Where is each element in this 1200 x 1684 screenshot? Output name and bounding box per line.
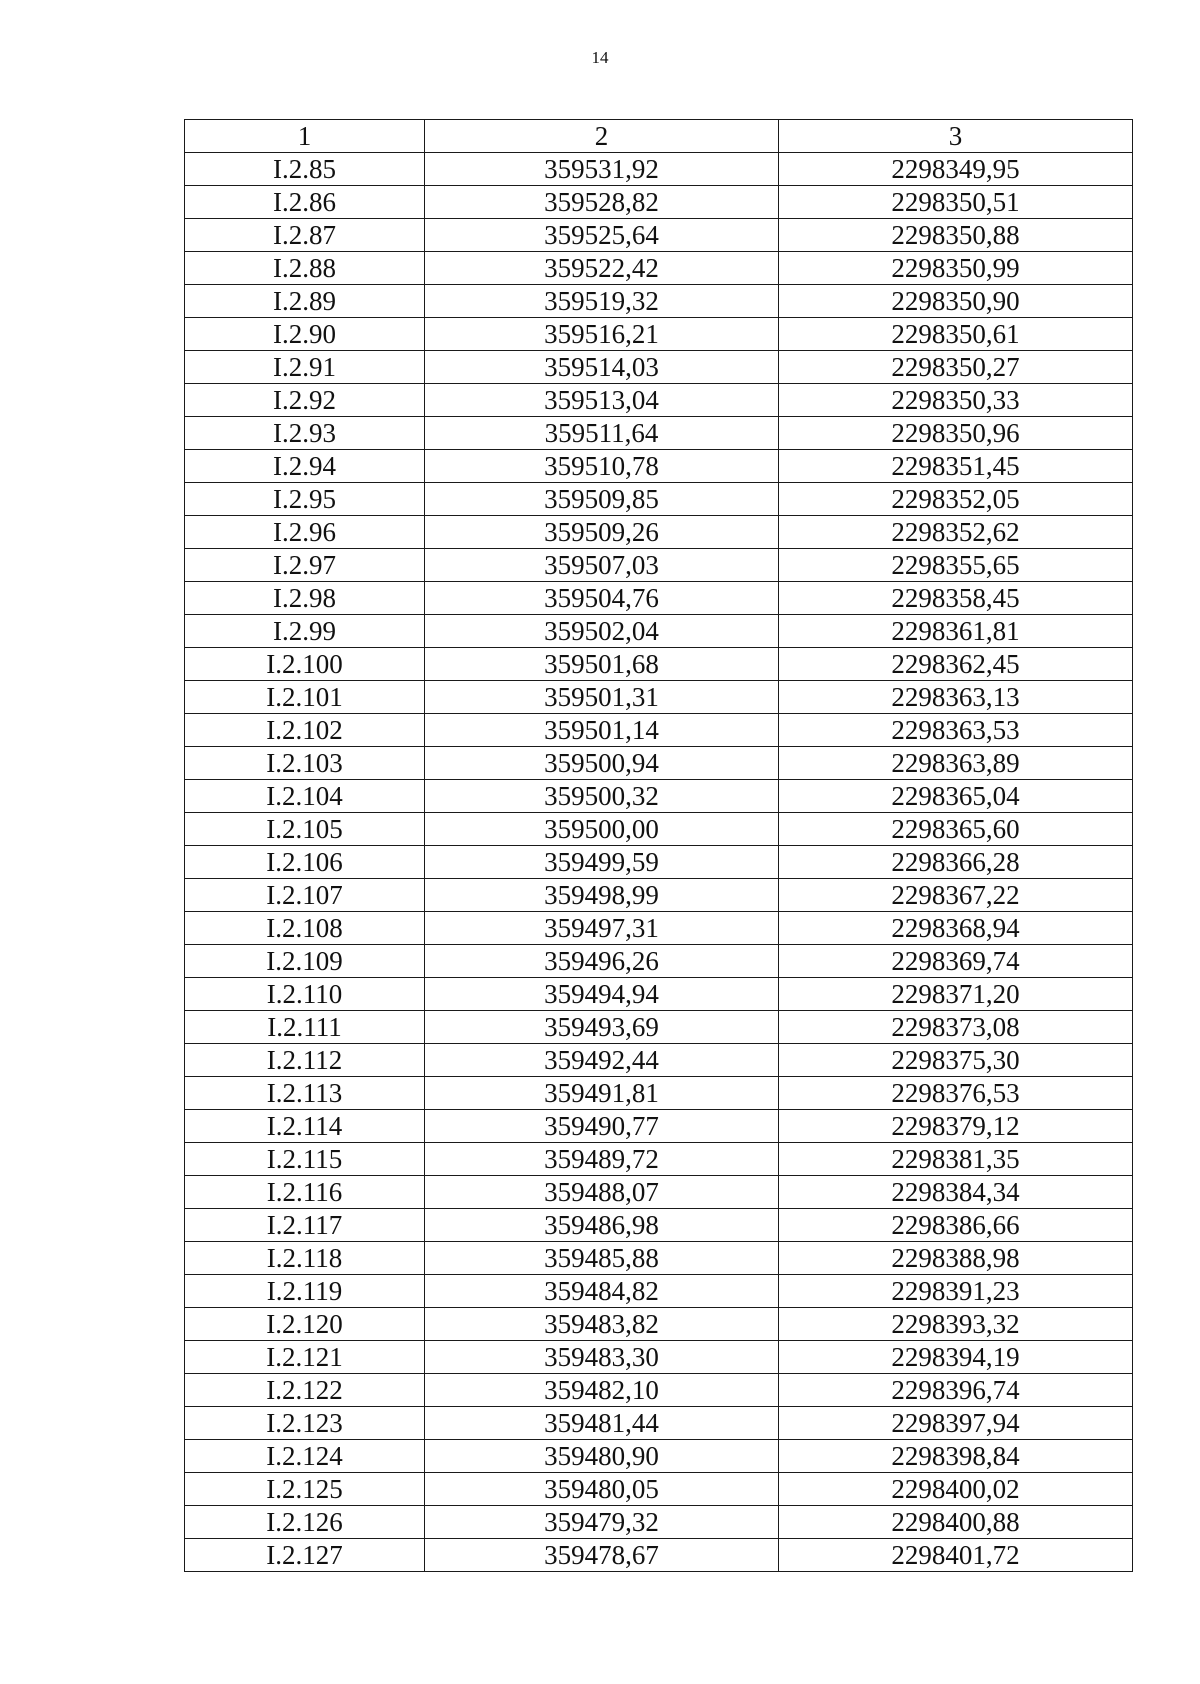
coord-y-cell: 2298363,13 [779, 681, 1133, 714]
coord-y-cell: 2298400,88 [779, 1506, 1133, 1539]
point-id-cell: I.2.111 [185, 1011, 425, 1044]
coord-x-cell: 359479,32 [425, 1506, 779, 1539]
coord-x-cell: 359513,04 [425, 384, 779, 417]
table-row [185, 978, 1133, 1011]
coord-y-cell: 2298375,30 [779, 1044, 1133, 1077]
point-id-cell: I.2.101 [185, 681, 425, 714]
column-header-3: 3 [779, 120, 1133, 153]
coord-y-cell: 2298351,45 [779, 450, 1133, 483]
coord-y-cell: 2298350,27 [779, 351, 1133, 384]
point-id-cell: I.2.100 [185, 648, 425, 681]
coord-y-cell: 2298358,45 [779, 582, 1133, 615]
point-id-cell: I.2.103 [185, 747, 425, 780]
coord-x-cell: 359499,59 [425, 846, 779, 879]
table-header [185, 120, 1133, 153]
point-id-cell: I.2.127 [185, 1539, 425, 1572]
point-id-cell: I.2.97 [185, 549, 425, 582]
coord-y-cell: 2298376,53 [779, 1077, 1133, 1110]
coord-y-cell: 2298363,53 [779, 714, 1133, 747]
coord-x-cell: 359488,07 [425, 1176, 779, 1209]
table-row [185, 879, 1133, 912]
table-row [185, 1011, 1133, 1044]
coord-x-cell: 359481,44 [425, 1407, 779, 1440]
table-row [185, 516, 1133, 549]
coord-x-cell: 359501,68 [425, 648, 779, 681]
coord-y-cell: 2298401,72 [779, 1539, 1133, 1572]
point-id-cell: I.2.121 [185, 1341, 425, 1374]
coord-x-cell: 359516,21 [425, 318, 779, 351]
coord-y-cell: 2298369,74 [779, 945, 1133, 978]
point-id-cell: I.2.105 [185, 813, 425, 846]
coord-x-cell: 359478,67 [425, 1539, 779, 1572]
table-row [185, 1308, 1133, 1341]
coord-x-cell: 359500,00 [425, 813, 779, 846]
coord-x-cell: 359492,44 [425, 1044, 779, 1077]
coord-y-cell: 2298352,05 [779, 483, 1133, 516]
coord-x-cell: 359483,82 [425, 1308, 779, 1341]
table-row [185, 1176, 1133, 1209]
table-row [185, 186, 1133, 219]
coord-x-cell: 359493,69 [425, 1011, 779, 1044]
coord-y-cell: 2298350,33 [779, 384, 1133, 417]
coord-x-cell: 359507,03 [425, 549, 779, 582]
table-row [185, 252, 1133, 285]
coord-y-cell: 2298373,08 [779, 1011, 1133, 1044]
table-row [185, 1473, 1133, 1506]
point-id-cell: I.2.99 [185, 615, 425, 648]
table-row [185, 219, 1133, 252]
table-row [185, 153, 1133, 186]
page-number: 14 [591, 48, 609, 67]
coord-x-cell: 359484,82 [425, 1275, 779, 1308]
coord-y-cell: 2298365,60 [779, 813, 1133, 846]
table-row [185, 615, 1133, 648]
point-id-cell: I.2.116 [185, 1176, 425, 1209]
point-id-cell: I.2.120 [185, 1308, 425, 1341]
table-row [185, 648, 1133, 681]
coord-y-cell: 2298362,45 [779, 648, 1133, 681]
coord-x-cell: 359525,64 [425, 219, 779, 252]
table-row [185, 417, 1133, 450]
coord-x-cell: 359500,94 [425, 747, 779, 780]
point-id-cell: I.2.94 [185, 450, 425, 483]
table-row [185, 945, 1133, 978]
table-row [185, 450, 1133, 483]
coord-y-cell: 2298350,88 [779, 219, 1133, 252]
coord-y-cell: 2298393,32 [779, 1308, 1133, 1341]
point-id-cell: I.2.96 [185, 516, 425, 549]
coord-x-cell: 359485,88 [425, 1242, 779, 1275]
coord-x-cell: 359496,26 [425, 945, 779, 978]
coord-y-cell: 2298363,89 [779, 747, 1133, 780]
coord-x-cell: 359509,85 [425, 483, 779, 516]
point-id-cell: I.2.102 [185, 714, 425, 747]
coord-y-cell: 2298350,99 [779, 252, 1133, 285]
table-row [185, 912, 1133, 945]
point-id-cell: I.2.108 [185, 912, 425, 945]
point-id-cell: I.2.126 [185, 1506, 425, 1539]
coord-y-cell: 2298350,61 [779, 318, 1133, 351]
point-id-cell: I.2.89 [185, 285, 425, 318]
coord-y-cell: 2298371,20 [779, 978, 1133, 1011]
point-id-cell: I.2.106 [185, 846, 425, 879]
table-row [185, 1077, 1133, 1110]
coord-y-cell: 2298366,28 [779, 846, 1133, 879]
coord-x-cell: 359498,99 [425, 879, 779, 912]
coord-x-cell: 359509,26 [425, 516, 779, 549]
table-row [185, 813, 1133, 846]
point-id-cell: I.2.117 [185, 1209, 425, 1242]
table-row [185, 780, 1133, 813]
coord-y-cell: 2298350,51 [779, 186, 1133, 219]
table-row [185, 351, 1133, 384]
table-row [185, 1110, 1133, 1143]
table-row [185, 1242, 1133, 1275]
coord-y-cell: 2298352,62 [779, 516, 1133, 549]
table-row [185, 1506, 1133, 1539]
table-row [185, 1143, 1133, 1176]
point-id-cell: I.2.104 [185, 780, 425, 813]
point-id-cell: I.2.123 [185, 1407, 425, 1440]
point-id-cell: I.2.109 [185, 945, 425, 978]
table-row [185, 1044, 1133, 1077]
coord-x-cell: 359504,76 [425, 582, 779, 615]
coord-x-cell: 359486,98 [425, 1209, 779, 1242]
coord-x-cell: 359490,77 [425, 1110, 779, 1143]
point-id-cell: I.2.119 [185, 1275, 425, 1308]
table-row [185, 483, 1133, 516]
coord-x-cell: 359497,31 [425, 912, 779, 945]
coord-x-cell: 359480,05 [425, 1473, 779, 1506]
table-row [185, 747, 1133, 780]
coord-y-cell: 2298349,95 [779, 153, 1133, 186]
point-id-cell: I.2.115 [185, 1143, 425, 1176]
coord-y-cell: 2298350,96 [779, 417, 1133, 450]
table-body [185, 153, 1133, 1572]
coord-y-cell: 2298355,65 [779, 549, 1133, 582]
coord-x-cell: 359491,81 [425, 1077, 779, 1110]
coord-x-cell: 359500,32 [425, 780, 779, 813]
table-row [185, 1407, 1133, 1440]
coord-y-cell: 2298350,90 [779, 285, 1133, 318]
coord-x-cell: 359482,10 [425, 1374, 779, 1407]
point-id-cell: I.2.125 [185, 1473, 425, 1506]
coord-x-cell: 359489,72 [425, 1143, 779, 1176]
table-row [185, 846, 1133, 879]
point-id-cell: I.2.112 [185, 1044, 425, 1077]
table-row [185, 384, 1133, 417]
coord-x-cell: 359519,32 [425, 285, 779, 318]
coord-x-cell: 359514,03 [425, 351, 779, 384]
table-row [185, 318, 1133, 351]
coord-x-cell: 359483,30 [425, 1341, 779, 1374]
coord-y-cell: 2298398,84 [779, 1440, 1133, 1473]
point-id-cell: I.2.92 [185, 384, 425, 417]
point-id-cell: I.2.91 [185, 351, 425, 384]
header-row [185, 120, 1133, 153]
table-row [185, 549, 1133, 582]
coord-y-cell: 2298400,02 [779, 1473, 1133, 1506]
coord-x-cell: 359502,04 [425, 615, 779, 648]
point-id-cell: I.2.88 [185, 252, 425, 285]
coord-y-cell: 2298367,22 [779, 879, 1133, 912]
coord-x-cell: 359528,82 [425, 186, 779, 219]
coord-y-cell: 2298365,04 [779, 780, 1133, 813]
point-id-cell: I.2.87 [185, 219, 425, 252]
table-row [185, 1209, 1133, 1242]
coord-x-cell: 359510,78 [425, 450, 779, 483]
coord-y-cell: 2298384,34 [779, 1176, 1133, 1209]
point-id-cell: I.2.95 [185, 483, 425, 516]
point-id-cell: I.2.124 [185, 1440, 425, 1473]
point-id-cell: I.2.86 [185, 186, 425, 219]
coord-y-cell: 2298396,74 [779, 1374, 1133, 1407]
coord-y-cell: 2298391,23 [779, 1275, 1133, 1308]
point-id-cell: I.2.90 [185, 318, 425, 351]
point-id-cell: I.2.113 [185, 1077, 425, 1110]
coord-y-cell: 2298386,66 [779, 1209, 1133, 1242]
coordinates-table [184, 119, 1133, 1572]
point-id-cell: I.2.98 [185, 582, 425, 615]
table-row [185, 582, 1133, 615]
coord-x-cell: 359522,42 [425, 252, 779, 285]
point-id-cell: I.2.118 [185, 1242, 425, 1275]
point-id-cell: I.2.110 [185, 978, 425, 1011]
point-id-cell: I.2.122 [185, 1374, 425, 1407]
table-row [185, 1374, 1133, 1407]
coord-y-cell: 2298381,35 [779, 1143, 1133, 1176]
coord-x-cell: 359501,14 [425, 714, 779, 747]
point-id-cell: I.2.114 [185, 1110, 425, 1143]
coord-y-cell: 2298368,94 [779, 912, 1133, 945]
column-header-2: 2 [425, 120, 779, 153]
coord-x-cell: 359501,31 [425, 681, 779, 714]
point-id-cell: I.2.93 [185, 417, 425, 450]
column-header-1: 1 [185, 120, 425, 153]
table-row [185, 285, 1133, 318]
table-row [185, 1341, 1133, 1374]
coord-x-cell: 359480,90 [425, 1440, 779, 1473]
coord-y-cell: 2298397,94 [779, 1407, 1133, 1440]
table-row [185, 1539, 1133, 1572]
table-row [185, 1440, 1133, 1473]
point-id-cell: I.2.107 [185, 879, 425, 912]
table-row [185, 1275, 1133, 1308]
coord-y-cell: 2298361,81 [779, 615, 1133, 648]
coord-y-cell: 2298394,19 [779, 1341, 1133, 1374]
coord-y-cell: 2298379,12 [779, 1110, 1133, 1143]
table-row [185, 714, 1133, 747]
point-id-cell: I.2.85 [185, 153, 425, 186]
coord-x-cell: 359511,64 [425, 417, 779, 450]
coord-y-cell: 2298388,98 [779, 1242, 1133, 1275]
coord-x-cell: 359531,92 [425, 153, 779, 186]
table-row [185, 681, 1133, 714]
coord-x-cell: 359494,94 [425, 978, 779, 1011]
